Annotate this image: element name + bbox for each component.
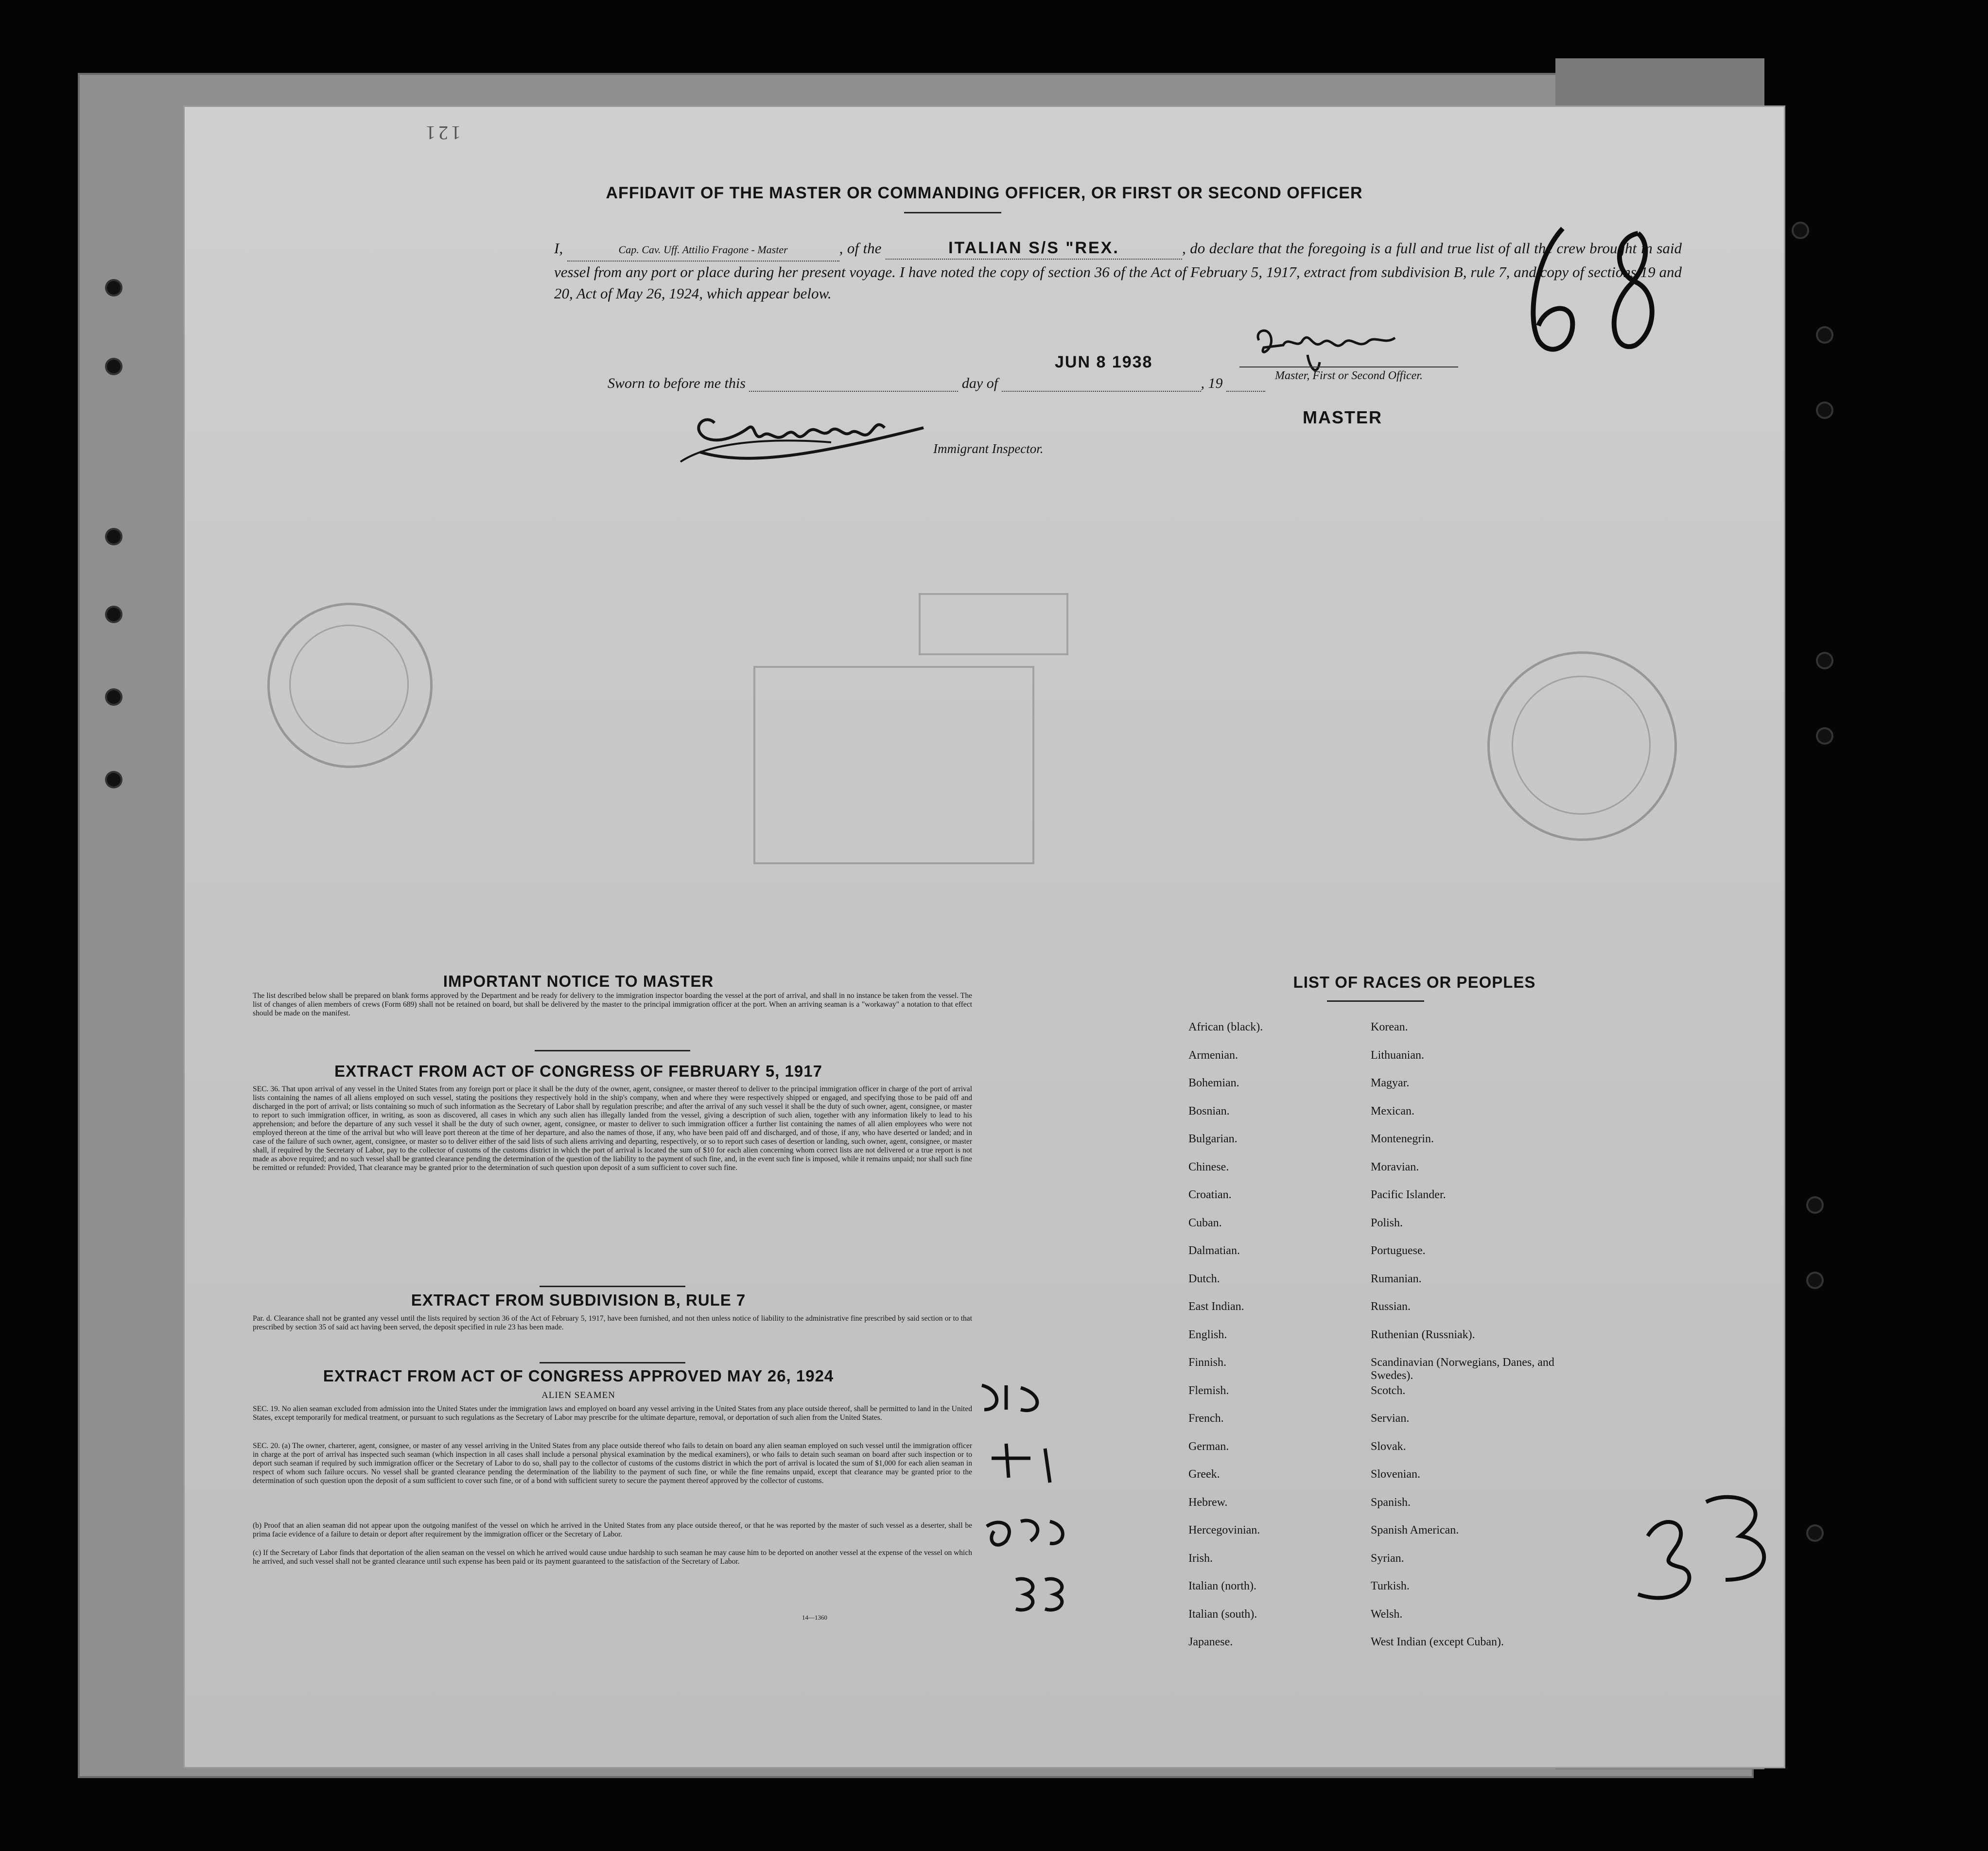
binder-hole <box>107 281 121 295</box>
race-item: Welsh. <box>1371 1607 1403 1621</box>
binder-hole <box>107 530 121 543</box>
race-item: Italian (south). <box>1188 1607 1257 1621</box>
race-item: Bosnian. <box>1188 1104 1230 1118</box>
race-item: Spanish. <box>1371 1496 1411 1509</box>
binder-hole <box>1808 1274 1822 1287</box>
race-item: Rumanian. <box>1371 1272 1422 1285</box>
sworn-label: Sworn to before me this <box>608 375 746 391</box>
year-prefix: , 19 <box>1201 375 1223 391</box>
vessel-name-field: ITALIAN S/S "REX. <box>886 237 1182 260</box>
binder-hole <box>107 690 121 704</box>
extract-1917-text: SEC. 36. That upon arrival of any vessel in the United States from any foreign port or place it shall be the duty of the owner, agent, consignee, or master thereof to deliver to the principal immigration officer in charge of the port of arrival lists containing the names of all aliens employed on such vessel, stating the positions they respectively hold in the ship's company, when and where they were respectively shipped or engaged, and specifying those to be paid off and discharged in the port of arrival; or lists containing so much of such information as the Secretary of Labor shall by regulation prescribe; and after the arrival of any such vessel it shall be the duty of such owner, agent, consignee, or master to report to such immigration officer, in writing, as soon as discovered, all cases in which any such alien has illegally landed from the vessel, giving a description of such alien, together with any information likely to lead to his apprehension; and before the departure of any such vessel it shall be the duty of such owner, agent, consignee, or master to deliver to such immigration officer a further list containing the names of all alien employees who were not employed thereon at the time of the arrival but who will leave port thereon at the time of her departure, and also the names of those, if any, who have been paid off and discharged, and of those, if any, who have deserted or landed; and in case of the failure of such owner, agent, consignee, or master so to deliver either of the said lists of such aliens arriving and departing, respectively, or so to report such cases of desertion or landing, such owner, agent, consignee, or master shall, if required by the Secretary of Labor, pay to the collector of customs of the customs district in which the port of arrival is located the sum of $10 for each alien concerning whom correct lists are not delivered or a true report is not made as above required; and no such vessel shall be granted clearance pending the determination of the question of the liability to the payment of such fine, and, in the event such fine is imposed, while it remains unpaid; nor shall such fine be remitted or refunded: Provided, That clearance may be granted prior to the determination of such question upon deposit of a sum sufficient to cover such fine. <box>253 1085 972 1172</box>
handwritten-number-68 <box>1517 219 1672 379</box>
section-19-text: SEC. 19. No alien seaman excluded from admission into the United States under the immigration laws and employed on board any vessel arriving in the United States from any place outside thereof, shall be permitted to land in the United States, except temporarily for medical treatment, or pursuant to such regulations as the Secretary of Labor may prescribe for the ultimate departure, removal, or deportation of such alien from the United States. <box>253 1405 972 1422</box>
affidavit-statement <box>554 237 1682 304</box>
race-item: Japanese. <box>1188 1636 1233 1648</box>
embossed-seal-right <box>1487 651 1677 841</box>
race-item: Russian. <box>1371 1300 1411 1313</box>
binder-hole <box>1818 729 1831 743</box>
races-left-column <box>1188 1021 1393 1664</box>
section-20c-text: (c) If the Secretary of Labor finds that deportation of the alien seaman on the vessel on which he arrived would cause undue hardship to such seaman he may cause him to be deported on another vessel at the expense of the vessel on which he arrived, and such vessel shall not be granted clearance until such expense has been paid or its payment guaranteed to the satisfaction of the Secretary of Labor. <box>253 1549 972 1566</box>
race-item: Scotch. <box>1371 1384 1406 1397</box>
races-right-column <box>1371 1021 1580 1664</box>
extract-rule7-text: Par. d. Clearance shall not be granted any vessel until the lists required by section 36 of the Act of February 5, 1917, have been furnished, and not then unless notice of liability to the administrative fine prescribed by said section or to that prescribed by section 35 of said act having been served, the deposit specified in rule 23 has been made. <box>253 1314 972 1331</box>
races-title: LIST OF RACES OR PEOPLES <box>1293 973 1536 991</box>
alien-seamen-subheading: ALIEN SEAMEN <box>541 1390 615 1400</box>
race-item: Finnish. <box>1188 1356 1227 1369</box>
master-stamp: MASTER <box>1303 407 1382 427</box>
race-item: Mexican. <box>1371 1104 1414 1118</box>
sworn-month-blank <box>1002 391 1201 392</box>
notice-heading: IMPORTANT NOTICE TO MASTER <box>443 972 714 990</box>
binder-hole <box>1794 224 1807 237</box>
affidavit-declare: , do declare <box>1182 240 1254 257</box>
binder-hole <box>1808 1526 1822 1540</box>
race-item: Bulgarian. <box>1188 1133 1238 1145</box>
section-20b-text: (b) Proof that an alien seaman did not appear upon the outgoing manifest of the vessel on which he arrived in the United States from any place outside thereof, or that he was reported by the master of such vessel as a deserter, shall be prima facie evidence of a failure to detain or deport after requirement by the immigration officer or the Secretary of Labor. <box>253 1521 972 1538</box>
master-officer-caption: Master, First or Second Officer. <box>1239 367 1458 383</box>
race-item: Flemish. <box>1188 1384 1229 1397</box>
race-item: Spanish American. <box>1371 1524 1459 1537</box>
race-item: Hercegovinian. <box>1188 1524 1260 1537</box>
race-item: Syrian. <box>1371 1552 1404 1565</box>
race-item: Dalmatian. <box>1188 1244 1240 1257</box>
binder-hole <box>1808 1198 1822 1212</box>
race-item: Armenian. <box>1188 1048 1238 1062</box>
race-item: Moravian. <box>1371 1160 1419 1173</box>
form-number: 14—1360 <box>802 1614 827 1621</box>
title-rule <box>904 212 1001 213</box>
race-item: Bohemian. <box>1188 1077 1239 1089</box>
race-item: English. <box>1188 1328 1227 1341</box>
race-item: Dutch. <box>1188 1272 1220 1285</box>
race-item: African (black). <box>1188 1021 1263 1033</box>
sworn-year-blank <box>1226 391 1265 392</box>
section-20a-text: SEC. 20. (a) The owner, charterer, agent, consignee, or master of any vessel arriving in the United States from any place outside thereof who fails to detain on board any alien seaman employed on such vessel until the immigration officer in charge at the port of arrival has inspected such seaman (which inspection in all cases shall include a personal physical examination by the medical examiners), or who fails to detain such seaman on board after such inspection or to deport such seaman if required by such immigration officer or the Secretary of Labor to do so, shall pay to the collector of customs of the customs district in which the port of arrival is located the sum of $1,000 for each alien seaman in respect of whom such failure occurs. No vessel shall be granted clearance pending the determination of the liability to the payment of such fine, or while the fine remains unpaid, except that clearance may be granted prior to the determination of such question upon the deposit of a sum sufficient to cover such fine, or of a bond with sufficient surety to secure the payment thereof approved by the collector of customs. <box>253 1442 972 1485</box>
extract-rule7-heading: EXTRACT FROM SUBDIVISION B, RULE 7 <box>411 1291 746 1309</box>
race-item: Croatian. <box>1188 1188 1232 1201</box>
embossed-seal-left <box>267 603 433 768</box>
race-item: Hebrew. <box>1188 1496 1228 1509</box>
race-item: Chinese. <box>1188 1160 1229 1173</box>
affidavit-title: AFFIDAVIT OF THE MASTER OR COMMANDING OFFICER, OR FIRST OR SECOND OFFICER <box>606 184 1363 202</box>
race-item: German. <box>1188 1440 1229 1453</box>
binder-hole <box>107 360 121 373</box>
notice-rule-2 <box>540 1286 685 1287</box>
extract-1917-heading: EXTRACT FROM ACT OF CONGRESS OF FEBRUARY 5, 1917 <box>334 1062 822 1080</box>
ghost-stamp-box <box>753 666 1034 864</box>
race-item: Cuban. <box>1188 1216 1222 1229</box>
notice-rule-1 <box>535 1050 690 1051</box>
notice-text: The list described below shall be prepared on blank forms approved by the Department and be ready for delivery to the immigration inspector boarding the vessel at the port of arrival, and shall in no instance be taken from the vessel. The list of changes of alien members of crews (Form 689) shall not be retained on board, but shall be delivered by the master to the principal immigration officer at the port. When an arriving seaman is a "workaway" a notation to that effect should be made on the manifest. <box>253 992 972 1017</box>
sworn-day-blank <box>749 391 958 392</box>
races-rule <box>1327 1000 1424 1002</box>
binder-hole <box>1818 654 1831 667</box>
race-item: Greek. <box>1188 1468 1220 1481</box>
binder-hole <box>1818 328 1831 342</box>
race-item: Italian (north). <box>1188 1580 1256 1592</box>
race-item: Lithuanian. <box>1371 1048 1424 1062</box>
race-item: Turkish. <box>1371 1580 1410 1592</box>
race-item: East Indian. <box>1188 1300 1244 1313</box>
race-item: Polish. <box>1371 1216 1403 1229</box>
race-item: French. <box>1188 1412 1224 1425</box>
master-name-field: Cap. Cav. Uff. Attilio Fragone - Master <box>567 239 839 262</box>
race-item: Pacific Islander. <box>1371 1188 1446 1201</box>
race-item: Irish. <box>1188 1552 1213 1565</box>
race-item: Slovenian. <box>1371 1468 1420 1481</box>
race-item: Slovak. <box>1371 1440 1406 1453</box>
notice-rule-3 <box>540 1362 685 1363</box>
manifest-page <box>185 107 1784 1767</box>
race-item: Portuguese. <box>1371 1244 1426 1257</box>
race-item: Korean. <box>1371 1021 1408 1033</box>
ghost-stamp-small <box>919 593 1068 655</box>
binder-hole <box>1818 403 1831 417</box>
race-item: Magyar. <box>1371 1077 1410 1089</box>
inspector-caption: Immigrant Inspector. <box>933 441 1044 456</box>
race-item: Servian. <box>1371 1412 1410 1425</box>
race-item: Montenegrin. <box>1371 1133 1434 1145</box>
page-number: 121 <box>423 122 461 144</box>
affidavit-lead: I, <box>554 240 563 257</box>
affidavit-body: that the foregoing is a full and true list of all the crew brought in said vessel from any port or place during her present voyage. I have noted the copy of section 36 of the Act of February 5, 1917, extract from subdivision B, rule 7, and copy of sections 19 and 20, Act of May 26, 1924, which appear below. <box>554 240 1682 302</box>
race-item: West Indian (except Cuban). <box>1371 1636 1504 1648</box>
extract-1924-heading: EXTRACT FROM ACT OF CONGRESS APPROVED MAY 26, 1924 <box>323 1367 834 1385</box>
day-of-label: day of <box>961 375 998 391</box>
affidavit-of-the: , of the <box>839 240 882 257</box>
handwritten-number-33 <box>1628 1483 1779 1614</box>
race-item: Ruthenian (Russniak). <box>1371 1328 1475 1341</box>
binder-hole <box>107 608 121 621</box>
handwritten-margin-notes <box>972 1380 1084 1653</box>
inspector-signature <box>671 408 958 471</box>
binder-hole <box>107 773 121 786</box>
date-stamp: JUN 8 1938 <box>1055 353 1153 371</box>
race-item: Scandinavian (Norwegians, Danes, and Swedes). <box>1371 1356 1554 1382</box>
